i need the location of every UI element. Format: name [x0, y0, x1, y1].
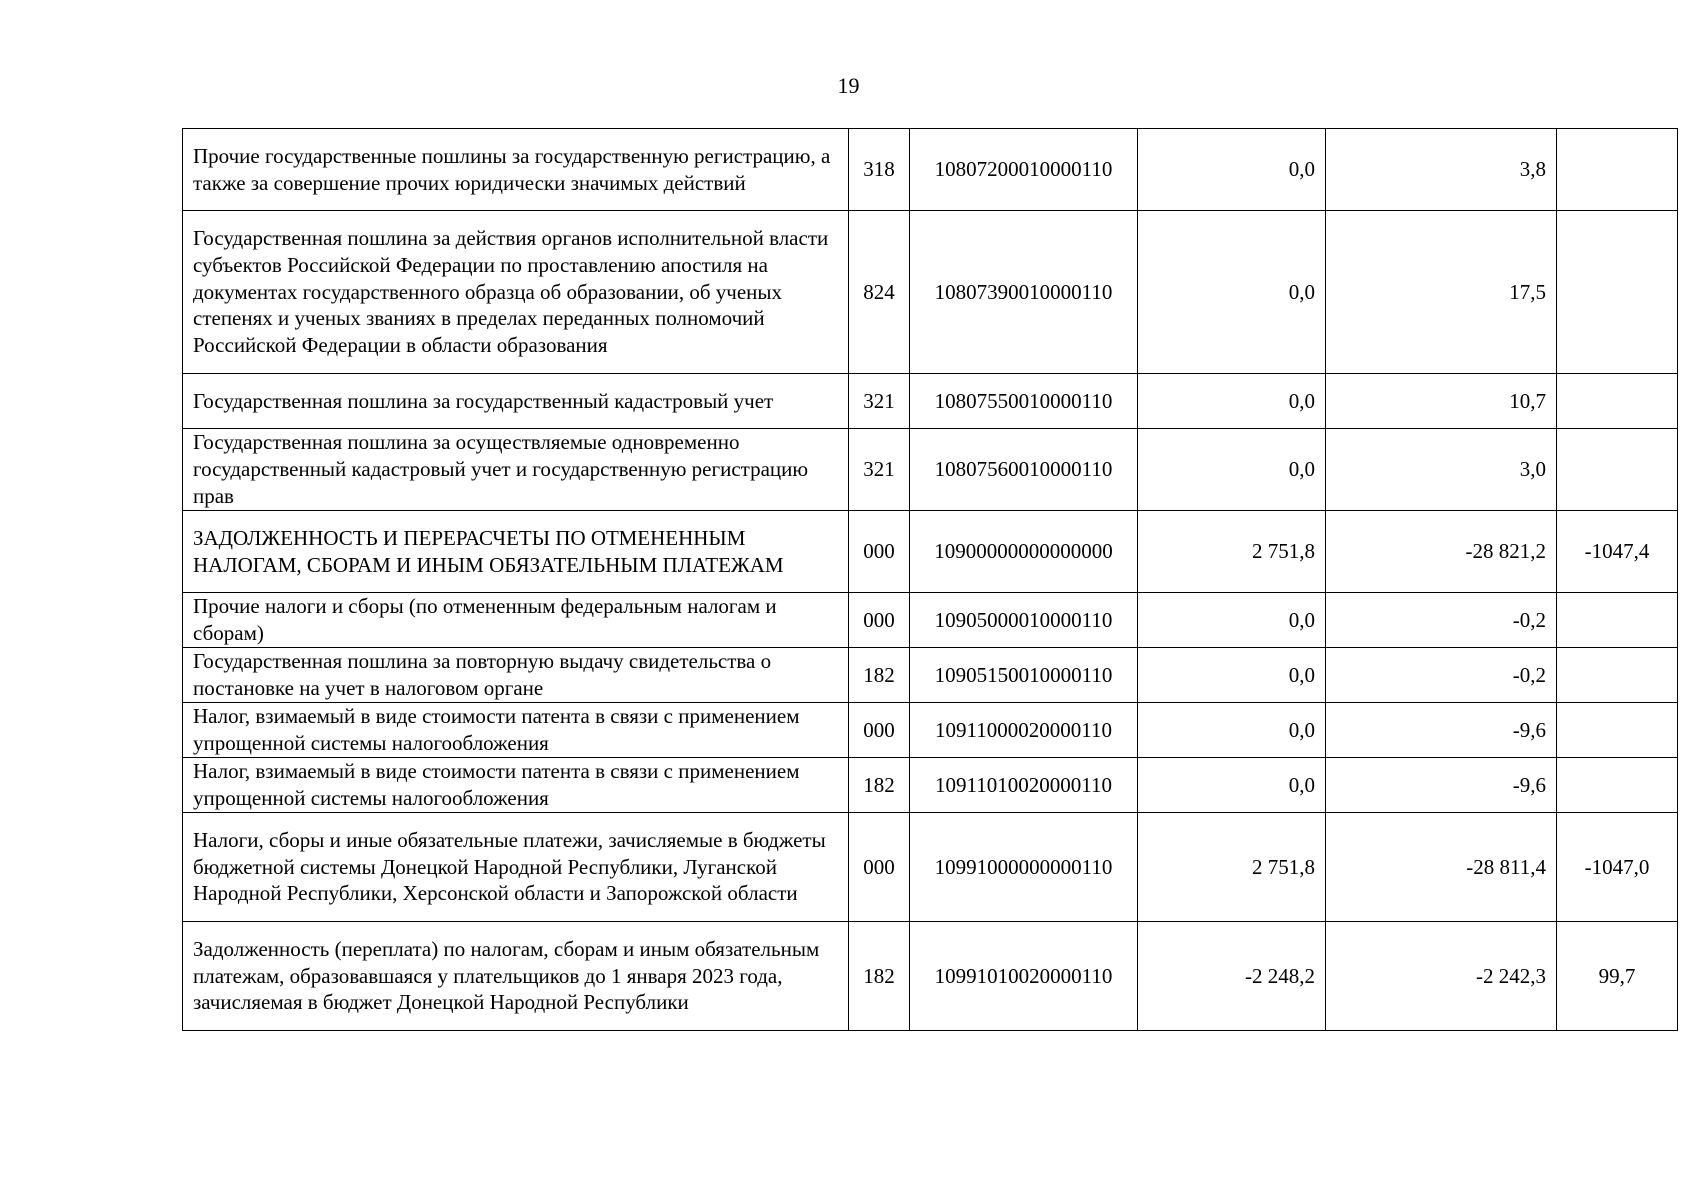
row-value2-cell: -0,2 [1326, 648, 1557, 703]
row-admin-code-cell: 000 [849, 813, 910, 922]
table-row [183, 648, 1678, 703]
row-admin-code-cell: 182 [849, 648, 910, 703]
row-name-cell: ЗАДОЛЖЕННОСТЬ И ПЕРЕРАСЧЕТЫ ПО ОТМЕНЕННЫМ НАЛОГАМ, СБОРАМ И ИНЫМ ОБЯЗАТЕЛЬНЫМ ПЛАТЕЖАМ [183, 511, 849, 593]
row-value2-cell: 17,5 [1326, 211, 1557, 374]
row-value1-cell: 0,0 [1138, 374, 1326, 429]
row-admin-code-cell: 000 [849, 511, 910, 593]
row-name-cell: Налог, взимаемый в виде стоимости патента в связи с применением упрощенной системы налогообложения [183, 758, 849, 813]
row-admin-code-cell: 182 [849, 922, 910, 1031]
row-classification-code-cell: 10911010020000110 [910, 758, 1138, 813]
row-value1-cell: -2 248,2 [1138, 922, 1326, 1031]
row-name-cell: Государственная пошлина за повторную выдачу свидетельства о постановке на учет в налоговом органе [183, 648, 849, 703]
row-value1-cell: 0,0 [1138, 648, 1326, 703]
row-classification-code-cell: 10905000010000110 [910, 593, 1138, 648]
row-admin-code-cell: 321 [849, 429, 910, 511]
row-value3-cell [1557, 374, 1678, 429]
row-name-cell: Задолженность (переплата) по налогам, сборам и иным обязательным платежам, образовавшаяся у плательщиков до 1 января 2023 года, зачисляемая в бюджет Донецкой Народной Республики [183, 922, 849, 1031]
row-value2-cell: 3,0 [1326, 429, 1557, 511]
table-row [183, 703, 1678, 758]
row-classification-code-cell: 10991000000000110 [910, 813, 1138, 922]
row-classification-code-cell: 10807560010000110 [910, 429, 1138, 511]
row-name-cell: Государственная пошлина за осуществляемые одновременно государственный кадастровый учет и государственную регистрацию прав [183, 429, 849, 511]
table-row [183, 758, 1678, 813]
table-row [183, 922, 1678, 1031]
row-value3-cell: -1047,0 [1557, 813, 1678, 922]
row-value1-cell: 0,0 [1138, 703, 1326, 758]
row-admin-code-cell: 182 [849, 758, 910, 813]
row-value3-cell [1557, 593, 1678, 648]
row-name-cell: Налог, взимаемый в виде стоимости патента в связи с применением упрощенной системы налогообложения [183, 703, 849, 758]
row-value1-cell: 0,0 [1138, 593, 1326, 648]
row-value3-cell [1557, 703, 1678, 758]
row-value3-cell [1557, 648, 1678, 703]
row-value1-cell: 0,0 [1138, 129, 1326, 211]
table-row [183, 813, 1678, 922]
page-number: 19 [837, 73, 860, 98]
row-value2-cell: -28 811,4 [1326, 813, 1557, 922]
row-admin-code-cell: 824 [849, 211, 910, 374]
row-value1-cell: 2 751,8 [1138, 511, 1326, 593]
row-name-cell: Государственная пошлина за государственный кадастровый учет [183, 374, 849, 429]
row-value1-cell: 2 751,8 [1138, 813, 1326, 922]
row-value3-cell [1557, 129, 1678, 211]
row-classification-code-cell: 10807390010000110 [910, 211, 1138, 374]
row-admin-code-cell: 321 [849, 374, 910, 429]
row-name-cell: Налоги, сборы и иные обязательные платежи, зачисляемые в бюджеты бюджетной системы Донецкой Народной Республики, Луганской Народной Республики, Херсонской области и Запорожской области [183, 813, 849, 922]
row-name-cell: Прочие налоги и сборы (по отмененным федеральным налогам и сборам) [183, 593, 849, 648]
row-value3-cell [1557, 429, 1678, 511]
row-admin-code-cell: 000 [849, 593, 910, 648]
row-value2-cell: -28 821,2 [1326, 511, 1557, 593]
row-value3-cell: -1047,4 [1557, 511, 1678, 593]
row-value2-cell: -9,6 [1326, 758, 1557, 813]
row-admin-code-cell: 318 [849, 129, 910, 211]
table-row [183, 429, 1678, 511]
row-name-cell: Прочие государственные пошлины за государственную регистрацию, а также за совершение прочих юридически значимых действий [183, 129, 849, 211]
revenue-table [182, 128, 1678, 1031]
row-value3-cell [1557, 758, 1678, 813]
row-value1-cell: 0,0 [1138, 429, 1326, 511]
row-value3-cell [1557, 211, 1678, 374]
row-classification-code-cell: 10807550010000110 [910, 374, 1138, 429]
row-value2-cell: -0,2 [1326, 593, 1557, 648]
row-name-cell: Государственная пошлина за действия органов исполнительной власти субъектов Российской Федерации по проставлению апостиля на документах государственного образца об образовании, об ученых степенях и ученых званиях в пределах переданных полномочий Российской Федерации в области образования [183, 211, 849, 374]
row-classification-code-cell: 10900000000000000 [910, 511, 1138, 593]
row-admin-code-cell: 000 [849, 703, 910, 758]
row-value2-cell: -9,6 [1326, 703, 1557, 758]
revenue-table-body [183, 129, 1678, 1031]
row-classification-code-cell: 10911000020000110 [910, 703, 1138, 758]
row-classification-code-cell: 10807200010000110 [910, 129, 1138, 211]
table-row [183, 129, 1678, 211]
table-row [183, 211, 1678, 374]
row-classification-code-cell: 10991010020000110 [910, 922, 1138, 1031]
table-row [183, 374, 1678, 429]
row-value2-cell: -2 242,3 [1326, 922, 1557, 1031]
row-value2-cell: 10,7 [1326, 374, 1557, 429]
row-value2-cell: 3,8 [1326, 129, 1557, 211]
table-row [183, 593, 1678, 648]
row-classification-code-cell: 10905150010000110 [910, 648, 1138, 703]
row-value3-cell: 99,7 [1557, 922, 1678, 1031]
table-row [183, 511, 1678, 593]
row-value1-cell: 0,0 [1138, 758, 1326, 813]
row-value1-cell: 0,0 [1138, 211, 1326, 374]
